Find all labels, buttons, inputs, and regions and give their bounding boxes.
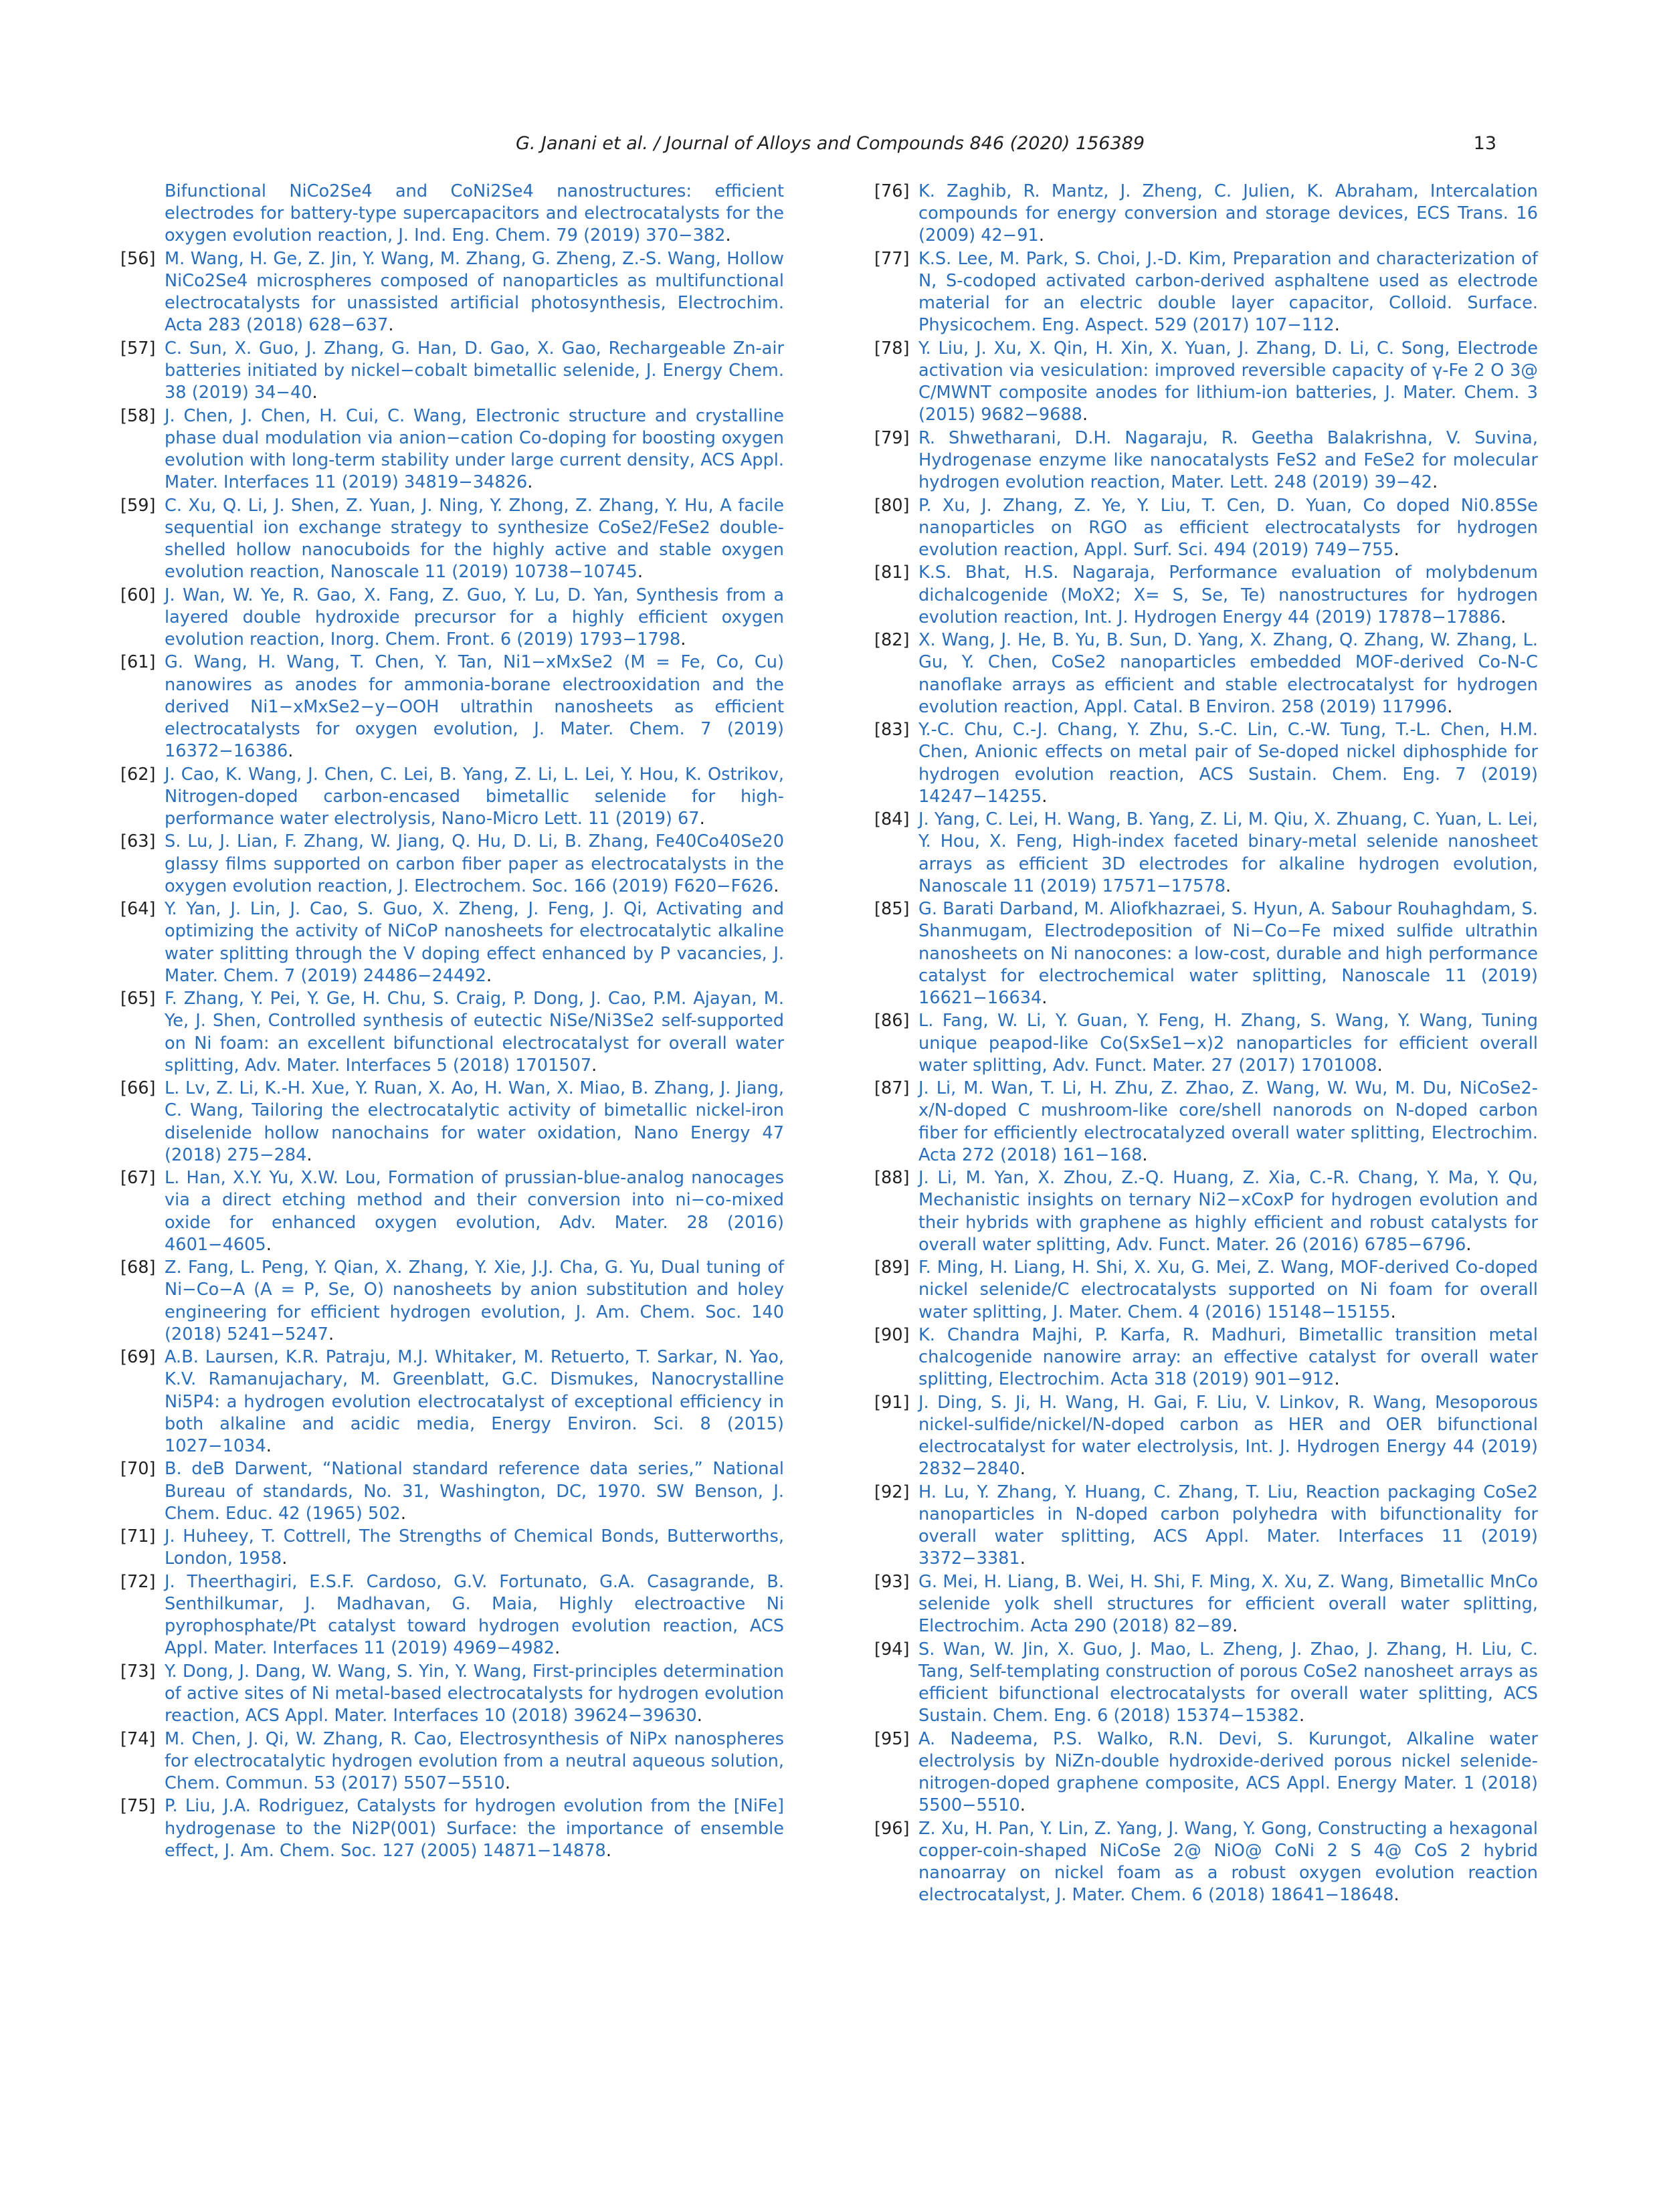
reference-item xyxy=(874,1078,1538,1167)
reference-link[interactable]: J. Li, M. Wan, T. Li, H. Zhu, Z. Zhao, Z. Wang, W. Wu, M. Du, NiCoSe2-x/N-doped C mushroom-like core/shell nanorods on N-doped carbon fiber for efficiently electrocatalyzed overall water splitting, Electrochim. Acta 272 (2018) 161−168 xyxy=(918,1078,1538,1165)
reference-link[interactable]: C. Xu, Q. Li, J. Shen, Z. Yuan, J. Ning, Y. Zhong, Z. Zhang, Y. Hu, A facile sequential ion exchange strategy to synthesize CoSe2/FeSe2 double-shelled hollow nanocuboids for the highly active and stable oxygen evolution reaction, Nanoscale 11 (2019) 10738−10745 xyxy=(165,495,784,583)
reference-number: [74] xyxy=(120,1728,156,1749)
reference-number: [96] xyxy=(874,1818,910,1839)
reference-item xyxy=(874,1324,1538,1391)
reference-number: [91] xyxy=(874,1392,910,1413)
page-number: 13 xyxy=(1473,133,1496,154)
reference-link[interactable]: J. Huheey, T. Cottrell, The Strengths of Chemical Bonds, Butterworths, London, 1958 xyxy=(165,1526,784,1569)
reference-item xyxy=(120,338,784,405)
reference-number: [56] xyxy=(120,248,156,269)
reference-period: . xyxy=(1042,786,1048,807)
reference-period: . xyxy=(1082,405,1088,425)
reference-period: . xyxy=(773,876,779,896)
reference-period: . xyxy=(328,1324,334,1344)
reference-number: [59] xyxy=(120,495,156,516)
reference-period: . xyxy=(1038,225,1044,246)
reference-link[interactable]: S. Wan, W. Jin, X. Guo, J. Mao, L. Zheng, J. Zhao, J. Zhang, H. Liu, C. Tang, Self-templating construction of porous CoSe2 nanosheet arrays as efficient bifunctional electrocatalysts for overall water splitting, ACS Sustain. Chem. Eng. 6 (2018) 15374−15382 xyxy=(918,1639,1538,1726)
reference-period: . xyxy=(1334,315,1340,336)
reference-link[interactable]: K. Chandra Majhi, P. Karfa, R. Madhuri, Bimetallic transition metal chalcogenide nanowire array: an effective catalyst for overall water splitting, Electrochim. Acta 318 (2019) 901−912 xyxy=(918,1324,1538,1390)
reference-period: . xyxy=(504,1773,510,1793)
reference-number: [77] xyxy=(874,248,910,269)
reference-period: . xyxy=(1390,1302,1396,1322)
reference-link[interactable]: M. Wang, H. Ge, Z. Jin, Y. Wang, M. Zhang, G. Zheng, Z.-S. Wang, Hollow NiCo2Se4 microspheres composed of nanoparticles as multifunctional electrocatalysts for unassisted artificial photosynthesis, Electrochim. Acta 283 (2018) 628−637 xyxy=(165,248,784,336)
references-right-column xyxy=(874,181,1538,1908)
reference-item xyxy=(874,809,1538,898)
reference-number: [57] xyxy=(120,338,156,359)
reference-number: [69] xyxy=(120,1347,156,1368)
reference-period: . xyxy=(1142,1144,1148,1165)
reference-item xyxy=(120,1795,784,1862)
reference-number: [94] xyxy=(874,1639,910,1660)
reference-link[interactable]: P. Xu, J. Zhang, Z. Ye, Y. Liu, T. Cen, D. Yuan, Co doped Ni0.85Se nanoparticles on RGO as efficient electrocatalysts for hydrogen evolution reaction, Appl. Surf. Sci. 494 (2019) 749−755 xyxy=(918,495,1538,560)
reference-item xyxy=(120,1346,784,1457)
reference-item xyxy=(874,1639,1538,1728)
reference-item xyxy=(874,1392,1538,1481)
reference-number: [68] xyxy=(120,1258,156,1278)
reference-number: [92] xyxy=(874,1482,910,1502)
reference-period: . xyxy=(1232,1616,1238,1637)
reference-link[interactable]: F. Ming, H. Liang, H. Shi, X. Xu, G. Mei, Z. Wang, MOF-derived Co-doped nickel selenide/C electrocatalysts supported on Ni foam for overall water splitting, J. Mater. Chem. 4 (2016) 15148−15155 xyxy=(918,1258,1538,1322)
reference-period: . xyxy=(282,1548,288,1569)
reference-period: . xyxy=(1019,1459,1026,1480)
reference-number: [83] xyxy=(874,720,910,740)
reference-link[interactable]: J. Ding, S. Ji, H. Wang, H. Gai, F. Liu, V. Linkov, R. Wang, Mesoporous nickel-sulfide/nickel/N-doped carbon as HER and OER bifunctional electrocatalyst for water electrolysis, Int. J. Hydrogen Energy 44 (2019) 2832−2840 xyxy=(918,1392,1538,1480)
reference-link[interactable]: L. Fang, W. Li, Y. Guan, Y. Feng, H. Zhang, S. Wang, Y. Wang, Tuning unique peapod-like Co(SxSe1−x)2 nanoparticles for efficient overall water splitting, Adv. Funct. Mater. 27 (2017) 1701008 xyxy=(918,1011,1538,1076)
reference-link[interactable]: Bifunctional NiCo2Se4 and CoNi2Se4 nanostructures: efficient electrodes for battery-type supercapacitors and electrocatalysts for the oxygen evolution reaction, J. Ind. Eng. Chem. 79 (2019) 370−382 xyxy=(165,181,784,246)
reference-item xyxy=(120,831,784,898)
reference-period: . xyxy=(1432,472,1438,493)
reference-link[interactable]: G. Wang, H. Wang, T. Chen, Y. Tan, Ni1−xMxSe2 (M = Fe, Co, Cu) nanowires as anodes for ammonia-borane electrooxidation and the derived Ni1−xMxSe2−y−OOH ultrathin nanosheets as efficient electrocatalysts for oxygen evolution, J. Mater. Chem. 7 (2019) 16372−16386 xyxy=(165,652,784,762)
reference-period: . xyxy=(400,1503,406,1524)
reference-item xyxy=(120,585,784,651)
reference-number: [84] xyxy=(874,809,910,830)
reference-number: [73] xyxy=(120,1661,156,1682)
reference-period: . xyxy=(388,315,394,336)
reference-period: . xyxy=(680,629,686,649)
reference-number: [76] xyxy=(874,181,910,201)
reference-link[interactable]: A. Nadeema, P.S. Walko, R.N. Devi, S. Kurungot, Alkaline water electrolysis by NiZn-double hydroxide-derived porous nickel selenide-nitrogen-doped graphene composite, ACS Appl. Energy Mater. 1 (2018) 5500−5510 xyxy=(918,1728,1538,1816)
reference-link[interactable]: Y. Yan, J. Lin, J. Cao, S. Guo, X. Zheng, J. Feng, J. Qi, Activating and optimizing the activity of NiCoP nanosheets for electrocatalytic alkaline water splitting through the V doping effect enhanced by P vacancies, J. Mater. Chem. 7 (2019) 24486−24492 xyxy=(165,899,784,986)
reference-link[interactable]: Z. Fang, L. Peng, Y. Qian, X. Zhang, Y. Xie, J.J. Cha, G. Yu, Dual tuning of Ni−Co−A (A = P, Se, O) nanosheets by anion substitution and holey engineering for efficient hydrogen evolution, J. Am. Chem. Soc. 140 (2018) 5241−5247 xyxy=(165,1258,784,1344)
reference-number: [58] xyxy=(120,405,156,426)
reference-item xyxy=(120,495,784,584)
reference-number: [90] xyxy=(874,1324,910,1345)
reference-number: [66] xyxy=(120,1078,156,1099)
reference-item xyxy=(874,338,1538,427)
reference-number: [65] xyxy=(120,989,156,1009)
reference-number: [71] xyxy=(120,1526,156,1547)
reference-number: [87] xyxy=(874,1078,910,1099)
reference-item xyxy=(120,248,784,337)
reference-link[interactable]: J. Cao, K. Wang, J. Chen, C. Lei, B. Yang, Z. Li, L. Lei, Y. Hou, K. Ostrikov, Nitrogen-doped carbon-encased bimetallic selenide for high-performance water electrolysis, Nano-Micro Lett. 11 (2019) 67 xyxy=(165,764,784,829)
reference-item xyxy=(874,629,1538,718)
reference-item xyxy=(874,248,1538,337)
reference-item xyxy=(120,1728,784,1795)
reference-item xyxy=(120,898,784,987)
reference-number: [62] xyxy=(120,764,156,785)
reference-number: [79] xyxy=(874,427,910,448)
reference-period: . xyxy=(1377,1055,1383,1076)
reference-number: [81] xyxy=(874,563,910,583)
reference-number: [67] xyxy=(120,1168,156,1189)
reference-item xyxy=(874,1728,1538,1817)
reference-number: [70] xyxy=(120,1459,156,1480)
reference-link[interactable]: K.S. Bhat, H.S. Nagaraja, Performance evaluation of molybdenum dichalcogenide (MoX2; X= S, Se, Te) nanostructures for hydrogen evolution reaction, Int. J. Hydrogen Energy 44 (2019) 17878−17886 xyxy=(918,563,1538,627)
reference-item xyxy=(874,1257,1538,1324)
reference-item xyxy=(874,1482,1538,1571)
reference-number: [60] xyxy=(120,585,156,605)
reference-period: . xyxy=(1393,540,1399,560)
reference-link[interactable]: Z. Xu, H. Pan, Y. Lin, Z. Yang, J. Wang, Y. Gong, Constructing a hexagonal copper-coin-shaped NiCoSe 2@ NiO@ CoNi 2 S 4@ CoS 2 hybrid nanoarray on nickel foam as a robust oxygen evolution reaction electrocatalyst, J. Mater. Chem. 6 (2018) 18641−18648 xyxy=(918,1818,1538,1906)
reference-item xyxy=(874,1818,1538,1907)
reference-link[interactable]: S. Lu, J. Lian, F. Zhang, W. Jiang, Q. Hu, D. Li, B. Zhang, Fe40Co40Se20 glassy films supported on carbon fiber paper as electrocatalysts in the oxygen evolution reaction, J. Electrochem. Soc. 166 (2019) F620−F626 xyxy=(165,831,784,896)
reference-link[interactable]: J. Theerthagiri, E.S.F. Cardoso, G.V. Fortunato, G.A. Casagrande, B. Senthilkumar, J. Madhavan, G. Maia, Highly electroactive Ni pyrophosphate/Pt catalyst toward hydrogen evolution reaction, ACS Appl. Mater. Interfaces 11 (2019) 4969−4982 xyxy=(165,1571,784,1659)
reference-number: [64] xyxy=(120,899,156,920)
reference-link[interactable]: R. Shwetharani, D.H. Nagaraju, R. Geetha Balakrishna, V. Suvina, Hydrogenase enzyme like nanocatalysts FeS2 and FeSe2 for molecular hydrogen evolution reaction, Mater. Lett. 248 (2019) 39−42 xyxy=(918,427,1538,493)
reference-link[interactable]: J. Wan, W. Ye, R. Gao, X. Fang, Z. Guo, Y. Lu, D. Yan, Synthesis from a layered double hydroxide precursor for a highly efficient oxygen evolution reaction, Inorg. Chem. Front. 6 (2019) 1793−1798 xyxy=(165,585,784,649)
reference-item xyxy=(120,651,784,763)
reference-item xyxy=(874,1010,1538,1077)
reference-period: . xyxy=(605,1840,611,1861)
reference-period: . xyxy=(1500,607,1506,627)
reference-period: . xyxy=(306,1144,312,1165)
reference-number: [88] xyxy=(874,1168,910,1189)
reference-period: . xyxy=(1042,988,1048,1008)
reference-item xyxy=(874,1571,1538,1638)
reference-link[interactable]: Y. Liu, J. Xu, X. Qin, H. Xin, X. Yuan, J. Zhang, D. Li, C. Song, Electrode activation via vesiculation: improved reversible capacity of γ-Fe 2 O 3@ C/MWNT composite anodes for lithium-ion batteries, J. Mater. Chem. 3 (2015) 9682−9688 xyxy=(918,338,1538,425)
running-header xyxy=(164,129,1496,159)
reference-period: . xyxy=(1393,1885,1399,1906)
reference-item xyxy=(120,764,784,831)
reference-item xyxy=(120,1571,784,1660)
reference-number: [78] xyxy=(874,338,910,359)
references-left-column xyxy=(120,181,784,1863)
reference-number: [63] xyxy=(120,831,156,852)
reference-period: . xyxy=(591,1055,597,1076)
reference-link[interactable]: C. Sun, X. Guo, J. Zhang, G. Han, D. Gao, X. Gao, Rechargeable Zn-air batteries initiated by nickel−cobalt bimetallic selenide, J. Energy Chem. 38 (2019) 34−40 xyxy=(165,338,784,403)
reference-item xyxy=(874,898,1538,1009)
reference-number: [86] xyxy=(874,1011,910,1031)
reference-item xyxy=(120,1257,784,1346)
reference-item xyxy=(874,181,1538,247)
reference-link[interactable]: Y. Dong, J. Dang, W. Wang, S. Yin, Y. Wang, First-principles determination of active sites of Ni metal-based electrocatalysts for hydrogen evolution reaction, ACS Appl. Mater. Interfaces 10 (2018) 39624−39630 xyxy=(165,1661,784,1726)
reference-number: [61] xyxy=(120,652,156,673)
reference-period: . xyxy=(312,383,318,403)
reference-link[interactable]: Y.-C. Chu, C.-J. Chang, Y. Zhu, S.-C. Lin, C.-W. Tung, T.-L. Chen, H.M. Chen, Anionic effects on metal pair of Se-doped nickel diphosphide for hydrogen evolution reaction, ACS Sustain. Chem. Eng. 7 (2019) 14247−14255 xyxy=(918,720,1538,807)
reference-period: . xyxy=(637,562,643,583)
reference-link[interactable]: B. deB Darwent, “National standard reference data series,” National Bureau of standards, No. 31, Washington, DC, 1970. SW Benson, J. Chem. Educ. 42 (1965) 502 xyxy=(165,1459,784,1524)
reference-period: . xyxy=(266,1234,272,1255)
reference-item xyxy=(120,1458,784,1525)
reference-link[interactable]: X. Wang, J. He, B. Yu, B. Sun, D. Yang, X. Zhang, Q. Zhang, W. Zhang, L. Gu, Y. Chen, CoSe2 nanoparticles embedded MOF-derived Co-N-C nanoflake arrays as efficient and stable electrocatalyst for hydrogen evolution reaction, Appl. Catal. B Environ. 258 (2019) 117996 xyxy=(918,630,1538,717)
reference-period: . xyxy=(1299,1706,1305,1726)
reference-item xyxy=(120,988,784,1077)
reference-period: . xyxy=(1334,1369,1340,1390)
reference-period: . xyxy=(527,472,533,493)
reference-link[interactable]: K.S. Lee, M. Park, S. Choi, J.-D. Kim, Preparation and characterization of N, S-codoped activated carbon-derived asphaltene used as electrode material for an electric double layer capacitor, Colloid. Surface. Physicochem. Eng. Aspect. 529 (2017) 107−112 xyxy=(918,248,1538,336)
reference-link[interactable]: G. Mei, H. Liang, B. Wei, H. Shi, F. Ming, X. Xu, Z. Wang, Bimetallic MnCo selenide yolk shell structures for efficient overall water splitting, Electrochim. Acta 290 (2018) 82−89 xyxy=(918,1571,1538,1637)
reference-period: . xyxy=(1447,696,1453,717)
reference-link[interactable]: F. Zhang, Y. Pei, Y. Ge, H. Chu, S. Craig, P. Dong, J. Cao, P.M. Ajayan, M. Ye, J. Shen, Controlled synthesis of eutectic NiSe/Ni3Se2 self-supported on Ni foam: an excellent bifunctional electrocatalyst for overall water splitting, Adv. Mater. Interfaces 5 (2018) 1701507 xyxy=(165,989,784,1076)
reference-link[interactable]: K. Zaghib, R. Mantz, J. Zheng, C. Julien, K. Abraham, Intercalation compounds for energy conversion and storage devices, ECS Trans. 16 (2009) 42−91 xyxy=(918,181,1538,246)
reference-link[interactable]: A.B. Laursen, K.R. Patraju, M.J. Whitaker, M. Retuerto, T. Sarkar, N. Yao, K.V. Ramanujachary, M. Greenblatt, G.C. Dismukes, Nanocrystalline Ni5P4: a hydrogen evolution electrocatalyst of exceptional efficiency in both alkaline and acidic media, Energy Environ. Sci. 8 (2015) 1027−1034 xyxy=(165,1347,784,1456)
reference-period: . xyxy=(725,225,731,246)
reference-number: [75] xyxy=(120,1796,156,1817)
reference-link[interactable]: L. Lv, Z. Li, K.-H. Xue, Y. Ruan, X. Ao, H. Wan, X. Miao, B. Zhang, J. Jiang, C. Wang, Tailoring the electrocatalytic activity of bimetallic nickel-iron diselenide hollow nanochains for water oxidation, Nano Energy 47 (2018) 275−284 xyxy=(165,1078,784,1165)
reference-item xyxy=(120,181,784,247)
reference-link[interactable]: M. Chen, J. Qi, W. Zhang, R. Cao, Electrosynthesis of NiPx nanospheres for electrocatalytic hydrogen evolution from a neutral aqueous solution, Chem. Commun. 53 (2017) 5507−5510 xyxy=(165,1728,784,1793)
reference-item xyxy=(120,1078,784,1167)
reference-period: . xyxy=(1466,1234,1472,1255)
reference-item xyxy=(874,427,1538,494)
reference-number: [72] xyxy=(120,1571,156,1592)
reference-number: [80] xyxy=(874,495,910,516)
reference-number: [89] xyxy=(874,1258,910,1278)
reference-link[interactable]: J. Li, M. Yan, X. Zhou, Z.-Q. Huang, Z. Xia, C.-R. Chang, Y. Ma, Y. Qu, Mechanistic insights on ternary Ni2−xCoxP for hydrogen evolution and their hybrids with graphene as highly efficient and robust catalysts for overall water splitting, Adv. Funct. Mater. 26 (2016) 6785−6796 xyxy=(918,1168,1538,1255)
reference-number: [93] xyxy=(874,1571,910,1592)
reference-item xyxy=(874,719,1538,808)
reference-number: [85] xyxy=(874,899,910,920)
reference-period: . xyxy=(1226,876,1232,896)
reference-link[interactable]: J. Yang, C. Lei, H. Wang, B. Yang, Z. Li, M. Qiu, X. Zhuang, C. Yuan, L. Lei, Y. Hou, X. Feng, High-index faceted binary-metal selenide nanosheet arrays as efficient 3D electrodes for alkaline hydrogen evolution, Nanoscale 11 (2019) 17571−17578 xyxy=(918,809,1538,896)
reference-item xyxy=(120,1167,784,1256)
reference-link[interactable]: G. Barati Darband, M. Aliofkhazraei, S. Hyun, A. Sabour Rouhaghdam, S. Shanmugam, Electrodeposition of Ni−Co−Fe mixed sulfide ultrathin nanosheets on Ni nanocones: a low-cost, durable and high performance catalyst for electrochemical water splitting, Nanoscale 11 (2019) 16621−16634 xyxy=(918,899,1538,1008)
journal-citation: G. Janani et al. / Journal of Alloys and Compounds 846 (2020) 156389 xyxy=(515,133,1145,154)
reference-period: . xyxy=(1019,1548,1026,1569)
reference-period: . xyxy=(266,1436,272,1456)
reference-item xyxy=(874,1167,1538,1256)
reference-item xyxy=(874,562,1538,629)
reference-number: [95] xyxy=(874,1728,910,1749)
reference-link[interactable]: J. Chen, J. Chen, H. Cui, C. Wang, Electronic structure and crystalline phase dual modulation via anion−cation Co-doping for boosting oxygen evolution with long-term stability under large current density, ACS Appl. Mater. Interfaces 11 (2019) 34819−34826 xyxy=(165,405,784,493)
reference-period: . xyxy=(699,809,705,829)
reference-item xyxy=(120,1526,784,1570)
reference-period: . xyxy=(696,1706,702,1726)
reference-item xyxy=(120,405,784,494)
reference-period: . xyxy=(288,741,294,762)
reference-period: . xyxy=(486,965,492,986)
reference-link[interactable]: P. Liu, J.A. Rodriguez, Catalysts for hydrogen evolution from the [NiFe] hydrogenase to the Ni2P(001) Surface: the importance of ensemble effect, J. Am. Chem. Soc. 127 (2005) 14871−14878 xyxy=(165,1796,784,1861)
reference-period: . xyxy=(555,1638,561,1659)
reference-period: . xyxy=(1019,1795,1026,1816)
reference-item xyxy=(120,1661,784,1728)
reference-link[interactable]: L. Han, X.Y. Yu, X.W. Lou, Formation of prussian-blue-analog nanocages via a direct etching method and their conversion into ni−co-mixed oxide for enhanced oxygen evolution, Adv. Mater. 28 (2016) 4601−4605 xyxy=(165,1168,784,1255)
reference-number: [82] xyxy=(874,630,910,651)
reference-link[interactable]: H. Lu, Y. Zhang, Y. Huang, C. Zhang, T. Liu, Reaction packaging CoSe2 nanoparticles in N-doped carbon polyhedra with bifunctionality for overall water splitting, ACS Appl. Mater. Interfaces 11 (2019) 3372−3381 xyxy=(918,1482,1538,1569)
reference-item xyxy=(874,495,1538,562)
